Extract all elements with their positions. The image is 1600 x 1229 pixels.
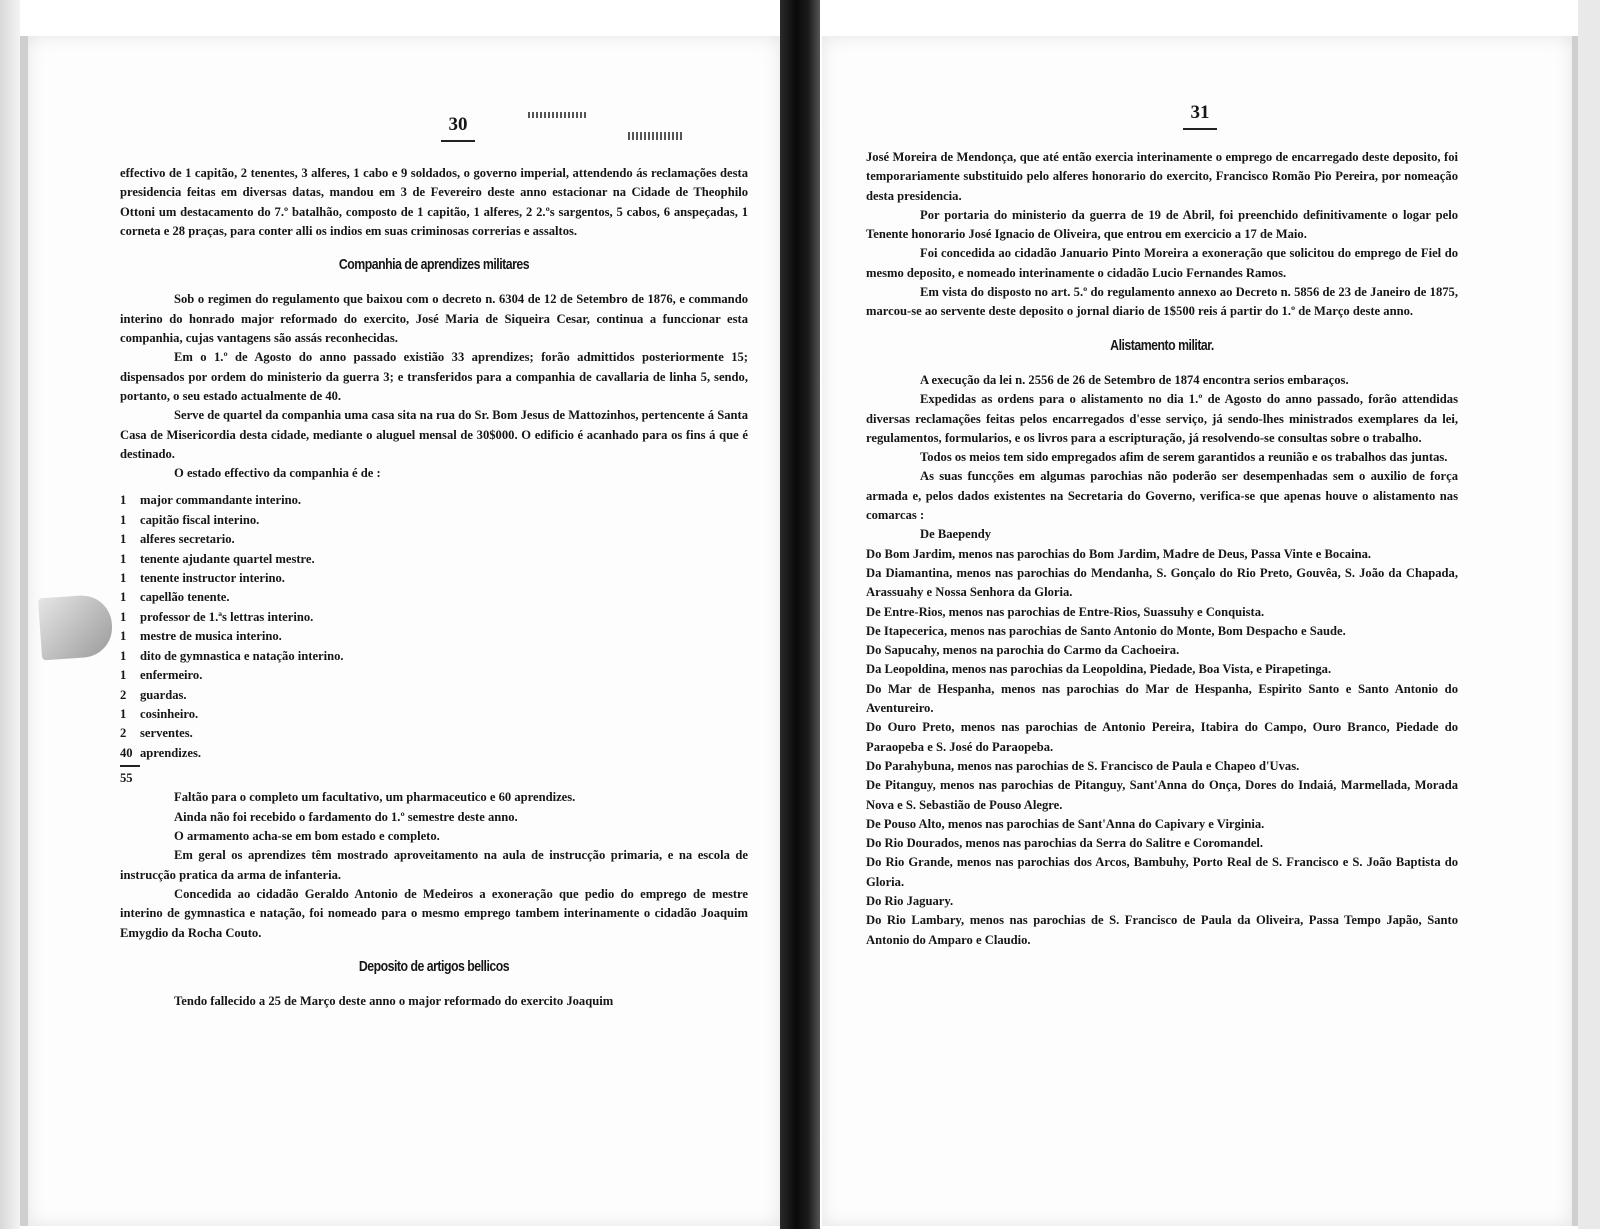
paragraph: José Moreira de Mendonça, que até então exercia interinamente o emprego de encarregado deste deposito, foi temporariamente substituido pelo alferes honorario do exercito, Francisco Romão Pio Pereira, por nomeação desta presidencia. bbox=[866, 150, 1458, 203]
comarca-item: Do Bom Jardim, menos nas parochias do Bom Jardim, Madre de Deus, Passa Vinte e Bocaina. bbox=[866, 546, 1372, 561]
left-page-number: 30 bbox=[428, 114, 488, 142]
right-page-number: 31 bbox=[1170, 102, 1230, 130]
section-heading: Deposito de artigos bellicos bbox=[358, 957, 510, 975]
comarca-item: Da Diamantina, menos nas parochias do Mendanha, S. Gonçalo do Rio Preto, Gouvêa, S. João da Chapada, Arassuahy e Nossa Senhora da Gloria. bbox=[866, 565, 1458, 600]
roster-item bbox=[120, 511, 748, 530]
roster-count: 1 bbox=[120, 571, 127, 586]
roster-role: tenente ajudante quartel mestre. bbox=[140, 551, 315, 566]
roster-count: 2 bbox=[120, 726, 127, 741]
roster-role: dito de gymnastica e natação interino. bbox=[140, 648, 344, 663]
paragraph: Foi concedida ao cidadão Januario Pinto Moreira a exoneração que solicitou do emprego de Fiel do mesmo deposito, e nomeado interinamente o cidadão Lucio Fernandes Ramos. bbox=[866, 246, 1458, 280]
roster-item bbox=[120, 627, 748, 646]
paragraph: effectivo de 1 capitão, 2 tenentes, 3 alferes, 1 cabo e 9 soldados, o governo imperial, attendendo ás reclamações desta presidencia feitas em diversas datas, mandou em 3 de Fevereiro deste anno estacionar na Cidade de Theophilo Ottoni um destacamento do 7.º batalhão, composto de 1 capitão, 1 alferes, 2 2.ºs sargentos, 5 cabos, 6 anspeçadas, 1 corneta e 28 praças, para conter alli os indios em suas criminosas correrias e assaltos. bbox=[120, 166, 748, 238]
paragraph: Serve de quartel da companhia uma casa sita na rua do Sr. Bom Jesus de Mattozinhos, pertencente á Santa Casa de Misericordia desta cidade, mediante o aluguel mensal de 30$000. O edificio é acanhado para os fins á que é destinado. bbox=[120, 408, 748, 461]
roster-count: 40 bbox=[120, 745, 133, 760]
roster-item bbox=[120, 588, 748, 607]
roster-item bbox=[120, 666, 748, 685]
roster-item bbox=[120, 705, 748, 724]
section-heading: Alistamento militar. bbox=[1110, 336, 1214, 354]
roster-count: 1 bbox=[120, 648, 127, 663]
roster-role: capitão fiscal interino. bbox=[140, 512, 260, 527]
section-heading: Companhia de aprendizes militares bbox=[338, 256, 530, 274]
roster-count: 1 bbox=[120, 532, 127, 547]
roster-item bbox=[120, 724, 748, 743]
left-edge bbox=[0, 0, 20, 1229]
paragraph: Tendo fallecido a 25 de Março deste anno o major reformado do exercito Joaquim bbox=[174, 994, 614, 1009]
comarca-item: Do Mar de Hespanha, menos nas parochias do Mar de Hespanha, Espirito Santo e Santo Antonio do Aventureiro. bbox=[866, 681, 1458, 716]
paragraph: Sob o regimen do regulamento que baixou com o decreto n. 6304 de 12 de Setembro de 1876, e commando interino do honrado major reformado do exercito, José Maria de Siqueira Cesar, continua a funccionar esta companhia, cujas vantagens são assás reconhecidas. bbox=[120, 292, 748, 346]
paragraph: Concedida ao cidadão Geraldo Antonio de Medeiros a exoneração que pedio do emprego de mestre interino de gymnastica e natação, foi nomeado para o mesmo emprego tambem interinamente o cidadão Joaquim Emygdio da Rocha Couto. bbox=[120, 886, 748, 940]
comarca-item: Do Rio Dourados, menos nas parochias da Serra do Salitre e Coromandel. bbox=[866, 836, 1264, 851]
roster-item bbox=[120, 569, 748, 588]
paragraph: Em geral os aprendizes têm mostrado aproveitamento na aula de instrucção primaria, e na escola de instrucção pratica da arma de infanteria. bbox=[120, 848, 748, 882]
roster-count: 1 bbox=[120, 668, 127, 683]
paragraph: Faltão para o completo um facultativo, um pharmaceutico e 60 aprendizes. bbox=[174, 790, 576, 805]
roster-count: 1 bbox=[120, 512, 127, 527]
paragraph: Em vista do disposto no art. 5.º do regulamento annexo ao Decreto n. 5856 de 23 de Janeiro de 1875, marcou-se ao servente deste deposito o jornal diario de 1$500 reis á partir do 1.º de Março deste anno. bbox=[866, 285, 1458, 319]
roster-count: 1 bbox=[120, 493, 127, 508]
comarca-item: De Entre-Rios, menos nas parochias de Entre-Rios, Suassuhy e Conquista. bbox=[866, 604, 1265, 619]
comarca-item: Da Leopoldina, menos nas parochias da Leopoldina, Piedade, Boa Vista, e Pirapetinga. bbox=[866, 662, 1332, 677]
roster-item bbox=[120, 550, 748, 569]
roster-count: 1 bbox=[120, 629, 127, 644]
comarca-item: De Baependy bbox=[920, 527, 992, 542]
roster-count: 1 bbox=[120, 706, 127, 721]
comarca-item: Do Parahybuna, menos nas parochias de S. Francisco de Paula e Chapeo d'Uvas. bbox=[866, 758, 1300, 773]
paragraph: Todos os meios tem sido empregados afim de serem garantidos a reunião e os trabalhos das juntas. bbox=[920, 450, 1448, 465]
roster-item bbox=[120, 608, 748, 627]
comarca-item: Do Ouro Preto, menos nas parochias de Antonio Pereira, Itabira do Campo, Ouro Branco, Piedade do Paraopeba e S. José do Paraopeba. bbox=[866, 720, 1458, 754]
right-page-text bbox=[866, 148, 1458, 950]
page-tab bbox=[38, 594, 114, 661]
roster-item bbox=[120, 530, 748, 549]
roster-role: guardas. bbox=[140, 687, 187, 702]
book-binding bbox=[780, 0, 820, 1229]
comarca-item: Do Sapucahy, menos na parochia do Carmo da Cachoeira. bbox=[866, 643, 1180, 658]
comarca-item: Do Rio Grande, menos nas parochias dos Arcos, Bambuhy, Porto Real de S. Francisco e S. João Baptista do Gloria. bbox=[866, 855, 1458, 889]
roster-item bbox=[120, 491, 748, 510]
roster-role: tenente instructor interino. bbox=[140, 571, 285, 586]
paragraph: Em o 1.º de Agosto do anno passado existião 33 aprendizes; forão admittidos posteriormente 15; dispensados por ordem do ministerio da guerra 3; e transferidos para a companhia de cavallaria de linha 5, sendo, portanto, o seu estado actualmente de 40. bbox=[120, 350, 748, 403]
roster-count: 1 bbox=[120, 609, 127, 624]
paragraph: As suas funcções em algumas parochias não poderão ser desempenhadas sem o auxilio de força armada e, pelos dados existentes na Secretaria do Governo, verifica-se que apenas houve o alistamento nas comarcas : bbox=[866, 469, 1458, 523]
roster-total: 55 bbox=[120, 765, 748, 788]
roster-role: capellão tenente. bbox=[140, 590, 230, 605]
paragraph: Ainda não foi recebido o fardamento do 1.º semestre deste anno. bbox=[174, 809, 518, 824]
roster-role: professor de 1.ªs lettras interino. bbox=[140, 609, 314, 624]
comarca-item: De Pitanguy, menos nas parochias de Pitanguy, Sant'Anna do Onça, Dores do Indaiá, Marmellada, Morada Nova e S. Sebastião de Pouso Alegre. bbox=[866, 778, 1458, 812]
comarca-item: Do Rio Lambary, menos nas parochias de S. Francisco de Paula da Oliveira, Passa Tempo Japão, Santo Antonio do Amparo e Claudio. bbox=[866, 913, 1458, 947]
roster-role: cosinheiro. bbox=[140, 706, 199, 721]
roster-count: 2 bbox=[120, 687, 127, 702]
ink-mark bbox=[628, 132, 684, 140]
roster-role: aprendizes. bbox=[140, 745, 201, 760]
roster-role: serventes. bbox=[140, 726, 193, 741]
roster-item bbox=[120, 686, 748, 705]
paragraph: O armamento acha-se em bom estado e completo. bbox=[174, 829, 440, 844]
roster-count: 1 bbox=[120, 590, 127, 605]
roster-count: 1 bbox=[120, 551, 127, 566]
roster-item bbox=[120, 744, 748, 763]
comarca-item: De Pouso Alto, menos nas parochias de Sant'Anna do Capivary e Virginia. bbox=[866, 816, 1265, 831]
roster-role: mestre de musica interino. bbox=[140, 629, 282, 644]
roster-list bbox=[120, 491, 748, 763]
left-page-text bbox=[120, 164, 748, 1011]
roster-item bbox=[120, 647, 748, 666]
roster-role: major commandante interino. bbox=[140, 493, 302, 508]
roster-role: enfermeiro. bbox=[140, 668, 203, 683]
right-edge bbox=[1578, 0, 1600, 1229]
paragraph: Expedidas as ordens para o alistamento no dia 1.º de Agosto do anno passado, forão attendidas diversas reclamações feitas pelos encarregados d'esse serviço, já sendo-lhes ministrados exemplares da lei, regulamentos, formularios, e os livros para a escripturação, já resolvendo-se consultas sobre o trabalho. bbox=[866, 392, 1458, 445]
roster-role: alferes secretario. bbox=[140, 532, 235, 547]
comarcas-list bbox=[866, 525, 1458, 950]
left-page bbox=[20, 36, 780, 1226]
comarca-item: Do Rio Jaguary. bbox=[866, 893, 954, 908]
right-page bbox=[822, 36, 1578, 1226]
paragraph: O estado effectivo da companhia é de : bbox=[174, 466, 381, 481]
comarca-item: De Itapecerica, menos nas parochias de Santo Antonio do Monte, Bom Despacho e Saude. bbox=[866, 623, 1346, 638]
ink-mark bbox=[528, 112, 588, 118]
paragraph: A execução da lei n. 2556 de 26 de Setembro de 1874 encontra serios embaraços. bbox=[920, 372, 1349, 387]
paragraph: Por portaria do ministerio da guerra de 19 de Abril, foi preenchido definitivamente o logar pelo Tenente honorario José Ignacio de Oliveira, que entrou em exercicio a 17 de Maio. bbox=[866, 207, 1458, 242]
